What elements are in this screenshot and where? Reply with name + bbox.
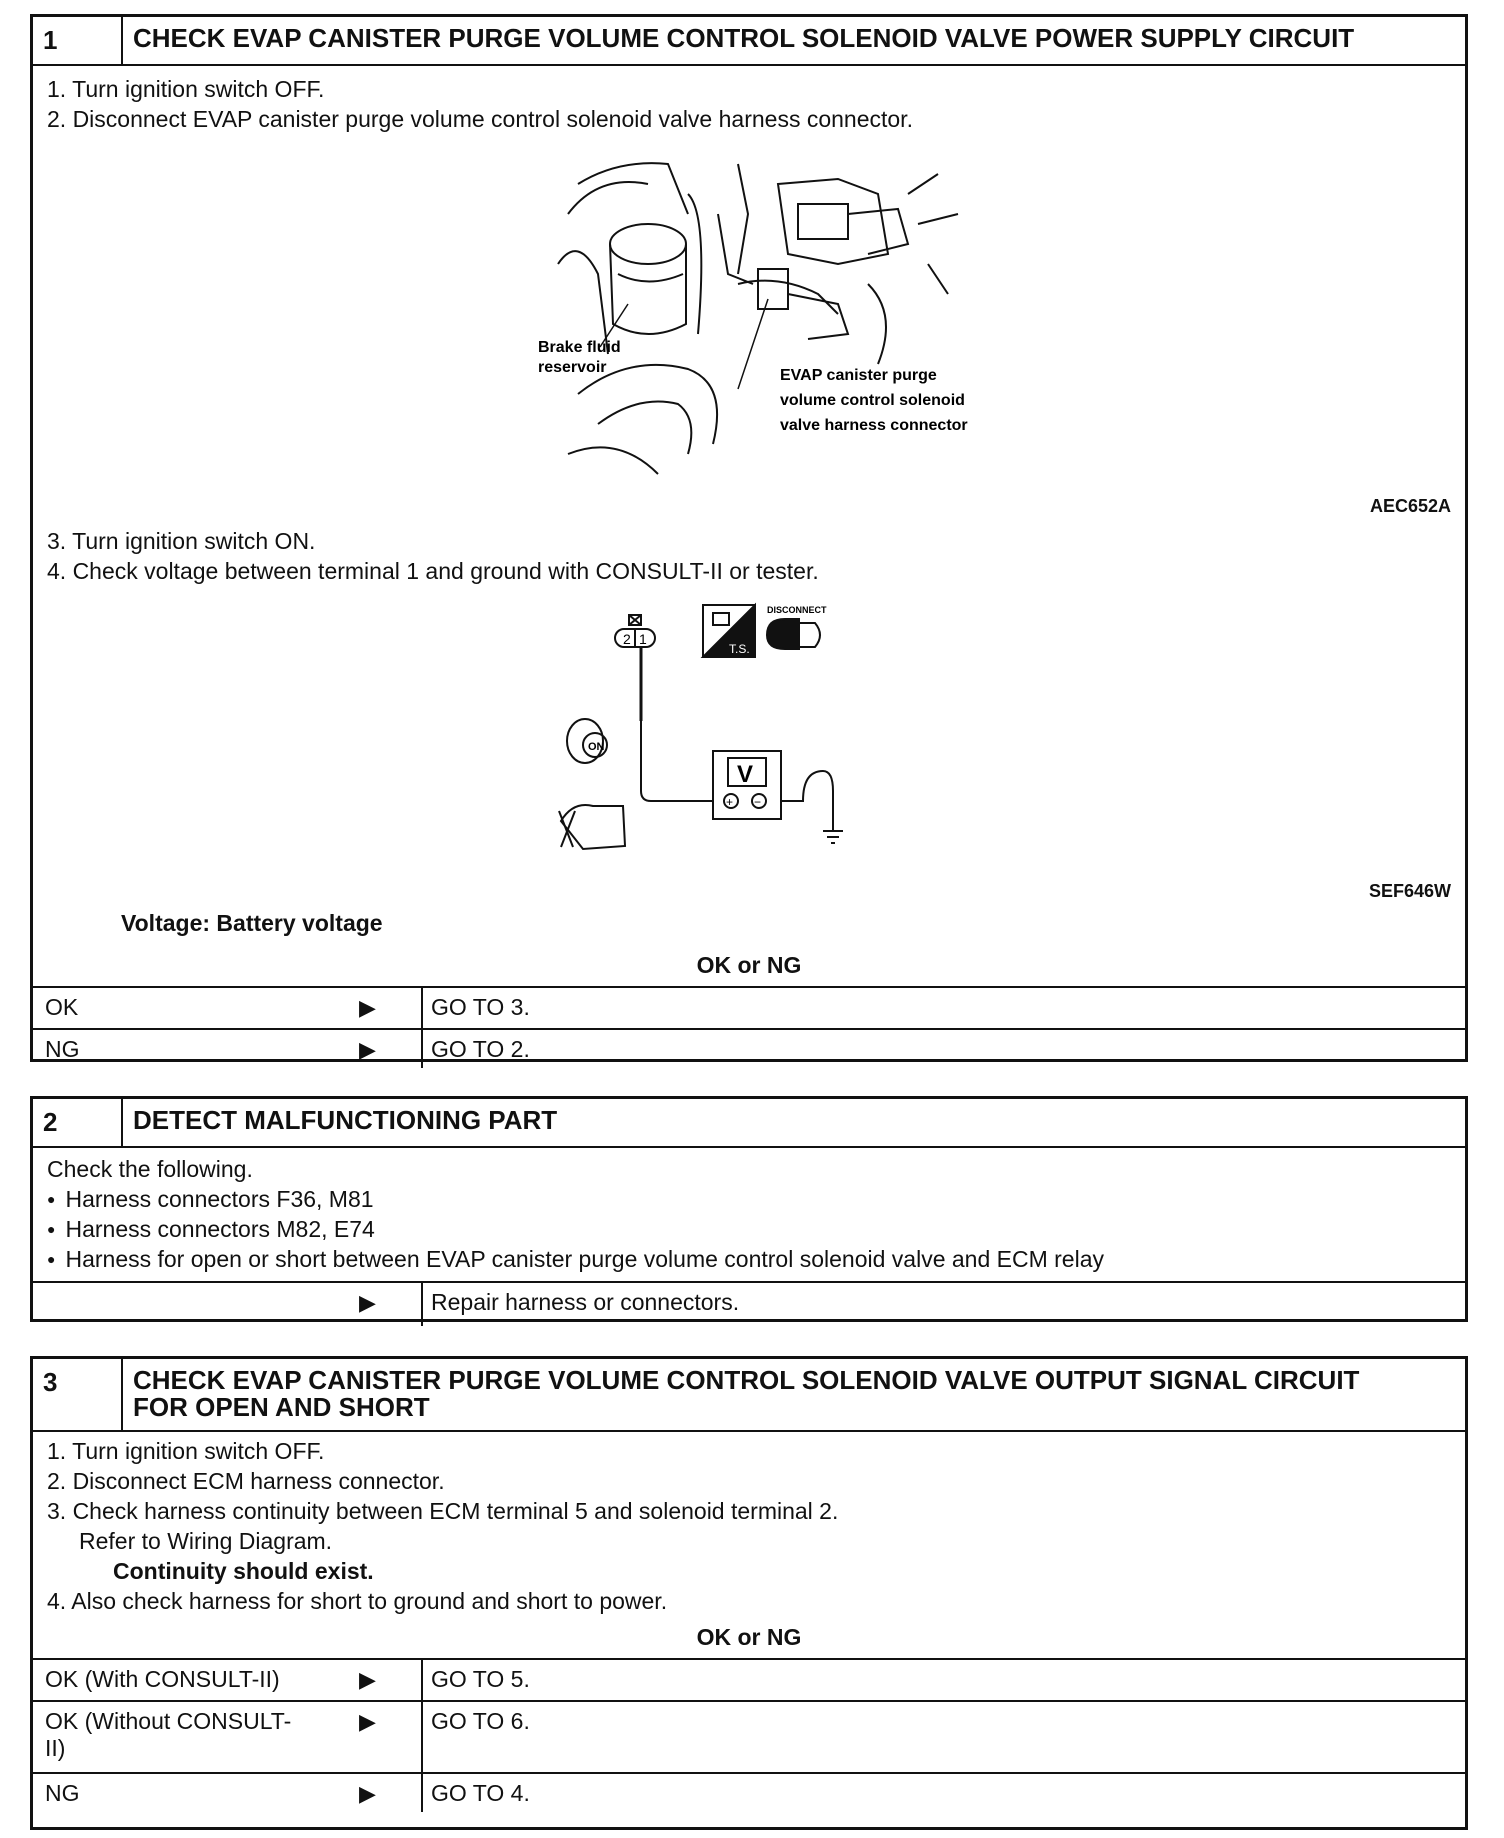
bullet-item: ● Harness for open or short between EVAP canister purge volume control solenoid valve and ECM relay [47,1246,1104,1273]
result-action: GO TO 3. [431,994,530,1020]
instruction: 2. Disconnect ECM harness connector. [47,1467,445,1494]
result-action: Repair harness or connectors. [431,1289,740,1315]
result-row [33,1028,1465,1068]
step-title [123,1359,1465,1430]
result-condition: OK (Without CONSULT- II) [45,1707,292,1761]
figure-label: reservoir [538,359,607,376]
specification: Continuity should exist. [113,1557,374,1584]
step-number: 1 [33,17,123,64]
result-condition: NG [45,1779,80,1806]
result-row [33,986,1465,1028]
instruction: 3. Turn ignition switch ON. [47,528,316,554]
bullet-item: ● Harness connectors F36, M81 [47,1186,374,1213]
step-2-header [33,1099,1465,1148]
step-title: DETECT MALFUNCTIONING PART [133,1105,558,1135]
figure-label: valve harness connector [780,417,968,434]
result-condition: OK [45,994,79,1020]
result-row [33,1658,1465,1700]
result-action: GO TO 6. [431,1707,530,1734]
ignition-on-label: ON [588,741,605,753]
arrow-right-icon: ▶ [359,1666,376,1692]
svg-text:+: + [726,795,734,809]
result-action: GO TO 4. [431,1779,530,1806]
bullet-item: ● Harness connectors M82, E74 [47,1216,375,1243]
figure-label: volume control solenoid [780,392,965,409]
step-1-header [33,17,1465,66]
figure-label: EVAP canister purge [780,367,937,384]
step-number: 2 [33,1099,123,1146]
ok-ng-label: OK or NG [696,1623,802,1650]
arrow-right-icon: ▶ [359,1290,376,1315]
step-1-section [30,14,1468,1062]
figure-label: Brake fluid [538,339,621,356]
disconnect-label: DISCONNECT [767,605,827,615]
connector-terminal-2: 2 [623,631,631,647]
step-3-header [33,1359,1465,1432]
instruction: Check the following. [47,1156,253,1182]
specification: Voltage: Battery voltage [121,910,383,936]
arrow-right-icon: ▶ [359,995,376,1020]
step-number: 3 [33,1359,123,1430]
step-2-section [30,1096,1468,1322]
result-action: GO TO 2. [431,1036,530,1062]
instruction: 4. Check voltage between terminal 1 and ground with CONSULT-II or tester. [47,558,819,584]
ts-label: T.S. [729,642,750,656]
connector-terminal-1: 1 [639,631,647,647]
step-1-body [33,66,1465,1066]
result-row [33,1281,1465,1326]
ok-ng-label: OK or NG [696,952,802,978]
result-row [33,1700,1465,1772]
engine-bay-illustration [538,154,1018,494]
step-3-section [30,1356,1468,1830]
arrow-right-icon: ▶ [359,1037,376,1062]
result-action: GO TO 5. [431,1665,530,1692]
step-title-line: FOR OPEN AND SHORT [133,1392,430,1423]
step-title-line: CHECK EVAP CANISTER PURGE VOLUME CONTROL SOLENOID VALVE OUTPUT SIGNAL CIRCUIT [133,1365,1360,1395]
voltage-check-diagram [553,601,953,901]
result-condition: OK (With CONSULT-II) [45,1665,280,1692]
voltmeter-label: V [737,761,754,788]
arrow-right-icon: ▶ [359,1708,376,1734]
instruction: 1. Turn ignition switch OFF. [47,1437,325,1464]
svg-text:−: − [754,795,762,809]
instruction: 1. Turn ignition switch OFF. [47,76,325,102]
result-condition: NG [45,1036,80,1062]
step-title: CHECK EVAP CANISTER PURGE VOLUME CONTROL SOLENOID VALVE POWER SUPPLY CIRCUIT [133,23,1355,53]
figure-code: SEF646W [1368,881,1451,901]
step-3-body [33,1432,1465,1832]
instruction: Refer to Wiring Diagram. [79,1527,333,1554]
instruction: 3. Check harness continuity between ECM terminal 5 and solenoid terminal 2. [47,1497,839,1524]
instruction: 4. Also check harness for short to ground and short to power. [47,1587,668,1614]
step-2-body [33,1148,1465,1328]
instruction: 2. Disconnect EVAP canister purge volume control solenoid valve harness connector. [47,106,913,132]
figure-code: AEC652A [1369,496,1451,516]
arrow-right-icon: ▶ [359,1780,376,1806]
result-row [33,1772,1465,1812]
